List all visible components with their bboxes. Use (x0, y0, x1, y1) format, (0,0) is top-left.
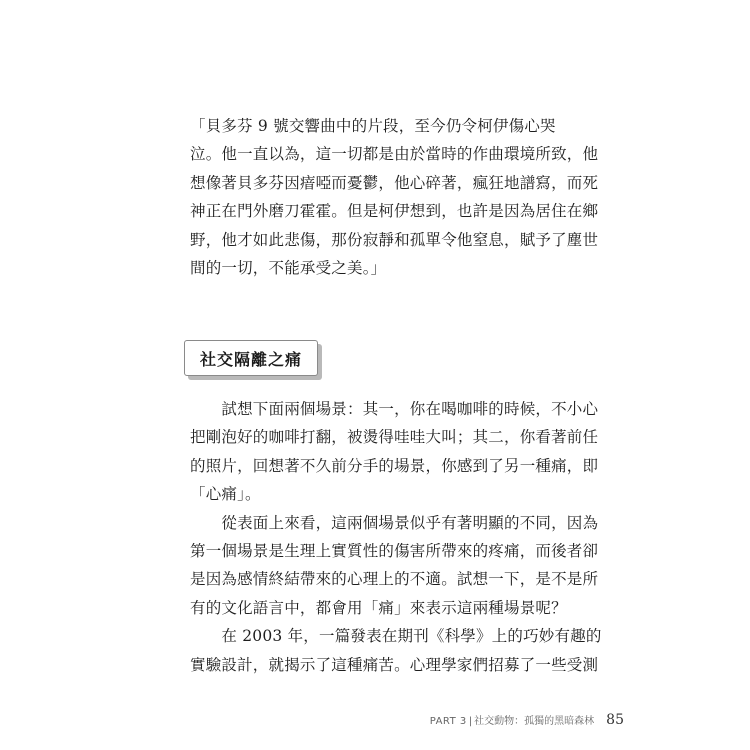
footer-part-label: PART 3 (429, 716, 467, 727)
text-line: 間的一切，不能承受之美。」 (190, 259, 387, 278)
text-line: 在 2003 年，一篇發表在期刊《科學》上的巧妙有趣的 (190, 627, 602, 646)
text-line: 泣。他一直以為，這一切都是由於當時的作曲環境所致，他 (190, 145, 599, 164)
running-footer (430, 712, 624, 728)
text-line: 想像著貝多芬因瘖啞而憂鬱，他心碎著，瘋狂地譜寫，而死 (190, 173, 599, 192)
text-line: 有的文化語言中，都會用「痛」來表示這兩種場景呢？ (190, 598, 567, 617)
text-line: 把剛泡好的咖啡打翻，被燙得哇哇大叫；其二，你看著前任 (190, 428, 599, 447)
text-line: 是因為感情終結帶來的心理上的不適。試想一下，是不是所 (190, 570, 599, 589)
text-line: 試想下面兩個場景：其一，你在喝咖啡的時候，不小心 (190, 400, 599, 418)
text-line: 「貝多芬 9 號交響曲中的片段，至今仍令柯伊傷心哭 (190, 117, 556, 135)
text-line: 第一個場景是生理上實質性的傷害所帶來的疼痛，而後者卻 (190, 542, 599, 561)
footer-separator: | (468, 716, 473, 727)
text-line: 野，他才如此悲傷，那份寂靜和孤單令他窒息，賦予了塵世 (190, 230, 599, 249)
section-heading-box (184, 340, 318, 376)
text-line: 實驗設計，就揭示了這種痛苦。心理學家們招募了一些受測 (190, 655, 599, 674)
body-text (190, 395, 602, 679)
text-line: 神正在門外磨刀霍霍。但是柯伊想到，也許是因為居住在鄉 (190, 202, 599, 221)
page-number: 85 (606, 712, 624, 728)
quote-paragraph (190, 112, 599, 282)
section-title: 社交隔離之痛 (199, 349, 302, 369)
text-line: 的照片，回想著不久前分手的場景，你感到了另一種痛，即 (190, 456, 599, 475)
footer-chapter-title: 社交動物：孤獨的黑暗森林 (474, 716, 595, 727)
text-line: 從表面上來看，這兩個場景似乎有著明顯的不同，因為 (190, 513, 599, 532)
text-line: 「心痛」。 (190, 485, 261, 504)
